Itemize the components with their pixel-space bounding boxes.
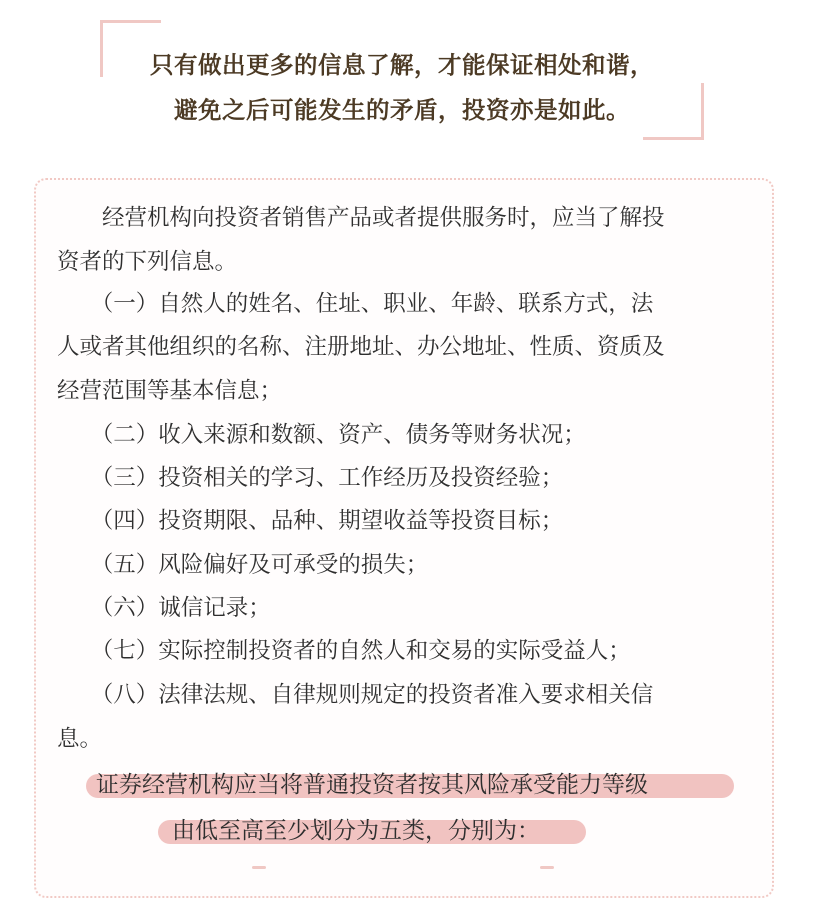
decorative-dash [252,866,266,869]
body-line: （六）诚信记录； [57,595,271,621]
body-line: 人或者其他组织的名称、注册地址、办公地址、性质、资质及 [57,334,665,360]
intro-quote [100,20,704,140]
body-line: （七）实际控制投资者的自然人和交易的实际受益人； [57,638,631,664]
decorative-dash [540,866,554,869]
body-line: （五）风险偏好及可承受的损失； [57,552,429,578]
body-line: （八）法律法规、自律规则规定的投资者准入要求相关信 [57,682,654,708]
body-line: 资者的下列信息。 [57,249,238,275]
highlight-line-2: 由低至高至少划分为五类，分别为： [172,818,540,844]
body-line: （二）收入来源和数额、资产、债务等财务状况； [57,422,586,448]
highlight-line-1: 证券经营机构应当将普通投资者按其风险承受能力等级 [96,772,648,798]
body-line: 经营机构向投资者销售产品或者提供服务时，应当了解投 [57,205,665,231]
quote-line-1: 只有做出更多的信息了解，才能保证相处和谐， [150,51,654,79]
body-line: （一）自然人的姓名、住址、职业、年龄、联系方式，法 [57,291,654,317]
body-line: 经营范围等基本信息； [57,378,283,404]
body-line: （四）投资期限、品种、期望收益等投资目标； [57,508,564,534]
body-line: （三）投资相关的学习、工作经历及投资经验； [57,465,564,491]
quote-line-2: 避免之后可能发生的矛盾，投资亦是如此。 [174,96,630,124]
body-line: 息。 [57,726,103,752]
